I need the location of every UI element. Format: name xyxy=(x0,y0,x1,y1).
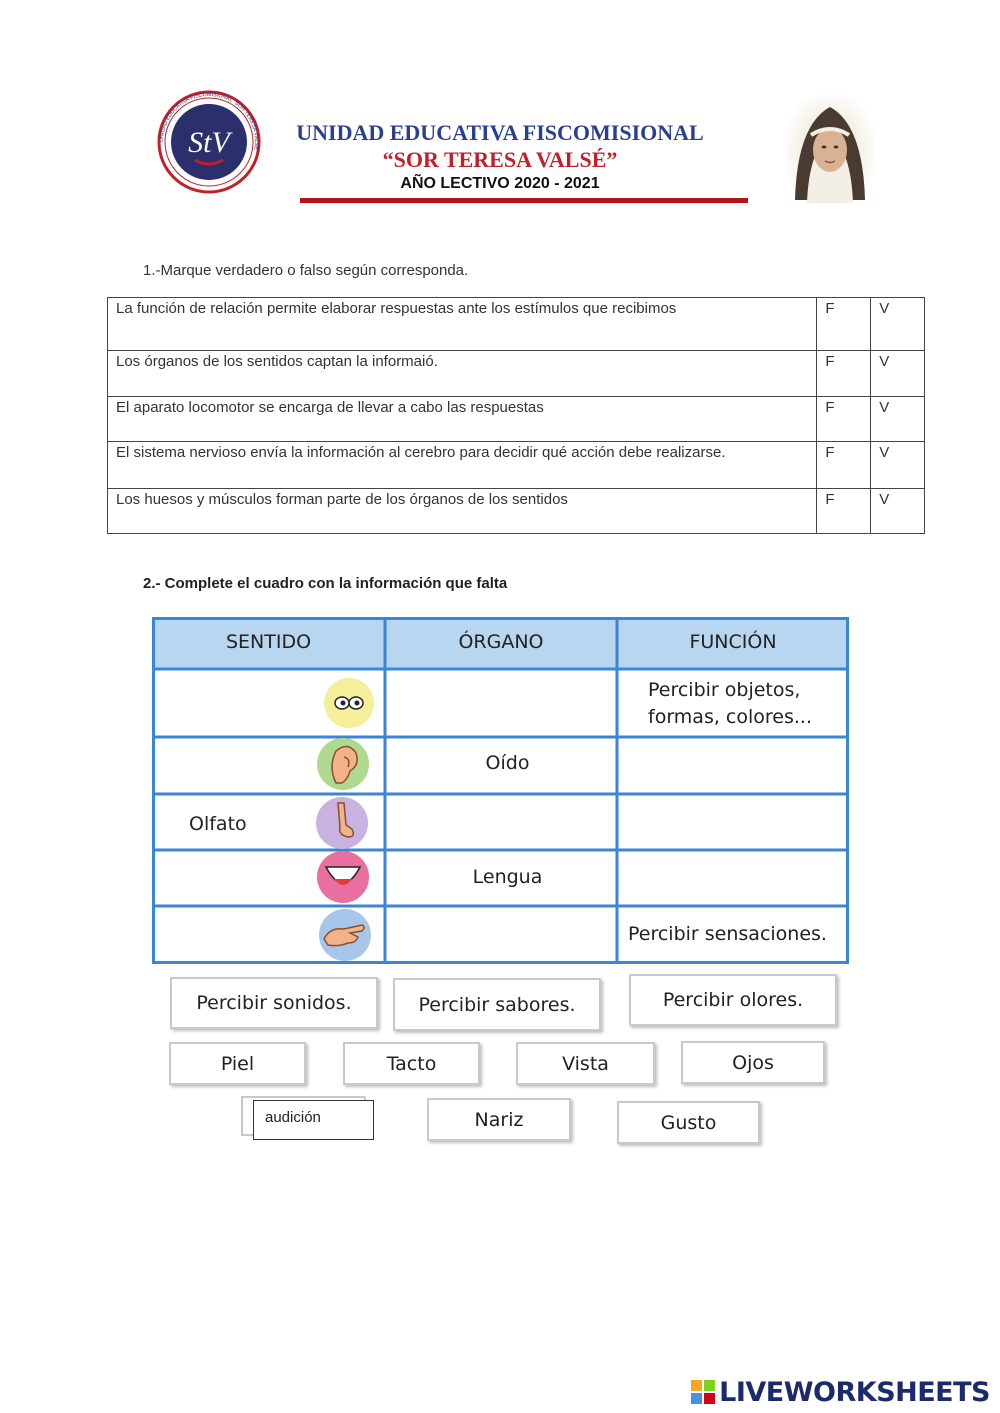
table-row xyxy=(108,351,925,397)
funcion-tacto: Percibir sensaciones. xyxy=(628,923,827,945)
statement-text: La función de relación permite elaborar respuestas ante los estímulos que recibimos xyxy=(108,298,817,351)
table-row xyxy=(108,397,925,442)
hand-icon xyxy=(319,909,371,961)
true-option[interactable]: V xyxy=(871,442,925,489)
false-option[interactable]: F xyxy=(817,442,871,489)
card-percibir-sonidos[interactable]: Percibir sonidos. xyxy=(170,977,378,1029)
school-year: AÑO LECTIVO 2020 - 2021 xyxy=(400,175,600,192)
card-nariz[interactable]: Nariz xyxy=(427,1098,571,1141)
answer-input[interactable]: audición xyxy=(253,1100,374,1140)
liveworksheets-logo-icon xyxy=(691,1380,715,1404)
logo-initials: StV xyxy=(188,126,230,159)
logo-ring-text: UNIDAD EDUCATIVA FISCOMISIONAL “SOR TERESA VALSÉ” xyxy=(158,91,260,153)
school-logo xyxy=(155,90,263,194)
organo-oido: Oído xyxy=(485,752,530,774)
header-divider xyxy=(300,198,748,203)
funcion-vista: Percibir objetos, formas, colores... xyxy=(648,679,812,728)
question-2-prompt: 2.- Complete el cuadro con la información que falta xyxy=(143,575,508,592)
false-option[interactable]: F xyxy=(817,397,871,442)
true-option[interactable]: V xyxy=(871,351,925,397)
nose-icon xyxy=(316,797,368,849)
true-option[interactable]: V xyxy=(871,489,925,534)
header-organo: ÓRGANO xyxy=(458,631,544,653)
false-option[interactable]: F xyxy=(817,351,871,397)
true-option[interactable]: V xyxy=(871,397,925,442)
nun-portrait xyxy=(785,95,875,205)
card-piel[interactable]: Piel xyxy=(169,1042,306,1085)
header-sentido: SENTIDO xyxy=(225,631,312,653)
table-row xyxy=(108,489,925,534)
card-gusto[interactable]: Gusto xyxy=(617,1101,760,1144)
senses-grid xyxy=(152,617,849,964)
eye-icon xyxy=(324,678,374,728)
true-false-table xyxy=(107,297,925,534)
statement-text: El sistema nervioso envía la información al cerebro para decidir qué acción debe realizarse. xyxy=(108,442,817,489)
organo-lengua: Lengua xyxy=(472,866,543,888)
ear-icon xyxy=(317,738,369,790)
question-1-prompt: 1.-Marque verdadero o falso según corresponda. xyxy=(143,262,469,279)
statement-text: Los huesos y músculos forman parte de los órganos de los sentidos xyxy=(108,489,817,534)
table-row xyxy=(108,298,925,351)
card-tacto[interactable]: Tacto xyxy=(343,1042,480,1085)
card-percibir-sabores[interactable]: Percibir sabores. xyxy=(393,978,601,1031)
false-option[interactable]: F xyxy=(817,489,871,534)
school-motto: “SOR TERESA VALSÉ” xyxy=(382,147,618,172)
sentido-olfato: Olfato xyxy=(189,813,247,835)
true-option[interactable]: V xyxy=(871,298,925,351)
school-name: UNIDAD EDUCATIVA FISCOMISIONAL xyxy=(296,120,704,145)
mouth-icon xyxy=(317,851,369,903)
statement-text: El aparato locomotor se encarga de llevar a cabo las respuestas xyxy=(108,397,817,442)
header-funcion: FUNCIÓN xyxy=(689,631,777,653)
liveworksheets-brand xyxy=(691,1376,990,1408)
card-percibir-olores[interactable]: Percibir olores. xyxy=(629,974,837,1026)
card-ojos[interactable]: Ojos xyxy=(681,1041,825,1084)
statement-text: Los órganos de los sentidos captan la informaió. xyxy=(108,351,817,397)
card-vista[interactable]: Vista xyxy=(516,1042,655,1085)
brand-name: LIVEWORKSHEETS xyxy=(719,1376,990,1408)
table-row xyxy=(108,442,925,489)
false-option[interactable]: F xyxy=(817,298,871,351)
